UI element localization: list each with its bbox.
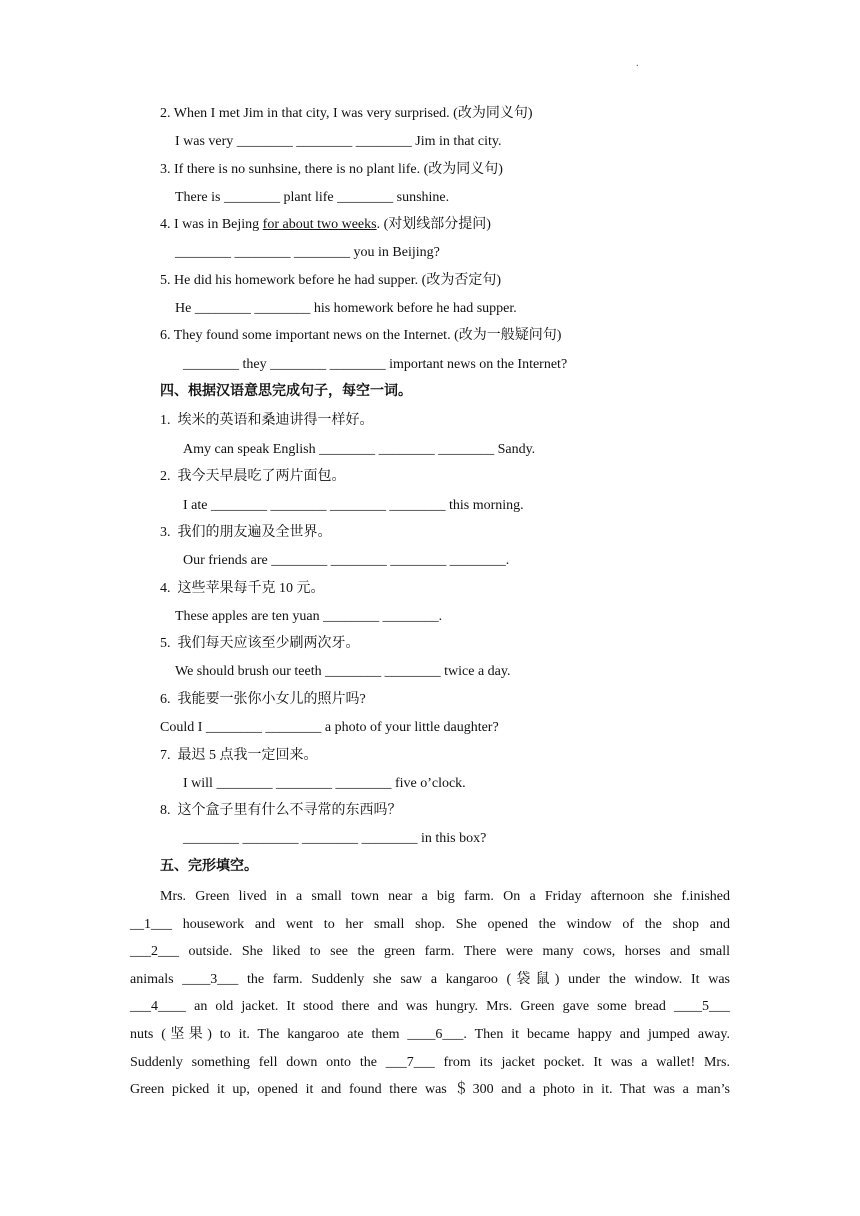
passage-line: ___4____ an old jacket. It stood there and was hungry. Mrs. Green gave some bread ____5___ [130, 999, 730, 1015]
s4-question-3: 3. 我们的朋友遍及全世界。 [160, 525, 332, 540]
answer-4: ________ ________ ________ you in Beijing? [175, 245, 440, 260]
question-4-pre: 4. I was in Bejing [160, 217, 263, 232]
passage-line: nuts (坚果) to it. The kangaroo ate them ____6___. Then it became happy and jumped away. [130, 1026, 730, 1042]
s4-question-1: 1. 埃米的英语和桑迪讲得一样好。 [160, 413, 374, 428]
s4-answer-4: These apples are ten yuan ________ ________. [175, 609, 443, 624]
s4-question-4: 4. 这些苹果每千克 10 元。 [160, 581, 325, 596]
answer-5: He ________ ________ his homework before he had supper. [175, 301, 517, 316]
question-3: 3. If there is no sunhsine, there is no plant life. (改为同义句) [160, 162, 503, 177]
passage-line: Mrs. Green lived in a small town near a big farm. On a Friday afternoon she f.inished [160, 889, 730, 904]
header-mark: . [636, 58, 639, 69]
s4-question-8: 8. 这个盒子里有什么不寻常的东西吗？ [160, 803, 402, 818]
answer-6: ________ they ________ ________ important news on the Internet? [183, 357, 568, 372]
question-4-post: . (对划线部分提问) [376, 217, 491, 232]
s4-answer-5: We should brush our teeth ________ ________ twice a day. [175, 664, 511, 679]
question-4-underlined: for about two weeks [262, 217, 377, 232]
passage-line: __1___ housework and went to her small shop. She opened the window of the shop and [130, 916, 730, 932]
passage-line: animals ____3___ the farm. Suddenly she saw a kangaroo (袋鼠) under the window. It was [130, 971, 730, 987]
passage-line: ___2___ outside. She liked to see the green farm. There were many cows, horses and small [130, 944, 730, 960]
question-4 [160, 216, 491, 234]
s4-question-2: 2. 我今天早晨吃了两片面包。 [160, 469, 346, 484]
question-2: 2. When I met Jim in that city, I was very surprised. (改为同义句) [160, 106, 533, 121]
passage-line: Green picked it up, opened it and found there was ＄300 and a photo in it. That was a man’s [130, 1082, 730, 1098]
s4-question-6: 6. 我能要一张你小女儿的照片吗? [160, 692, 366, 707]
section-4-title: 四、根据汉语意思完成句子，每空一词。 [160, 384, 412, 399]
section-5-title: 五、完形填空。 [160, 859, 258, 874]
s4-question-7: 7. 最迟 5 点我一定回来。 [160, 748, 318, 763]
answer-3: There is ________ plant life ________ sunshine. [175, 190, 450, 205]
s4-answer-2: I ate ________ ________ ________ ________ this morning. [183, 498, 524, 513]
s4-answer-3: Our friends are ________ ________ ________ ________. [183, 553, 510, 568]
passage-line: Suddenly something fell down onto the ___7___ from its jacket pocket. It was a wallet! Mrs. [130, 1054, 730, 1070]
s4-answer-7: I will ________ ________ ________ five o’clock. [183, 776, 466, 791]
s4-answer-1: Amy can speak English ________ ________ ________ Sandy. [183, 442, 536, 457]
question-6: 6. They found some important news on the Internet. (改为一般疑问句) [160, 328, 562, 343]
s4-answer-8: ________ ________ ________ ________ in this box? [183, 831, 487, 846]
question-5: 5. He did his homework before he had supper. (改为否定句) [160, 273, 501, 288]
s4-answer-6: Could I ________ ________ a photo of your little daughter? [160, 720, 499, 735]
cloze-passage [130, 883, 730, 1104]
answer-2: I was very ________ ________ ________ Jim in that city. [175, 134, 502, 149]
s4-question-5: 5. 我们每天应该至少刷两次牙。 [160, 636, 360, 651]
